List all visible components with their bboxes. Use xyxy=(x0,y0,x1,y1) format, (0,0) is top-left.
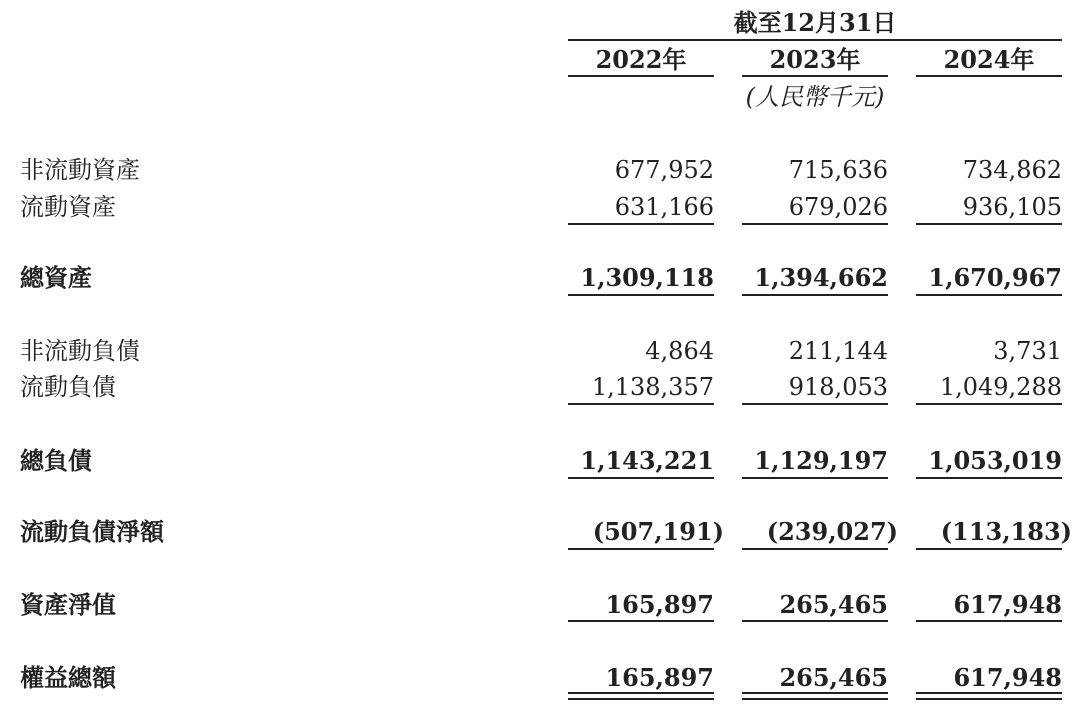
value-cell: 1,053,019 xyxy=(928,446,1062,475)
double-rule xyxy=(568,692,714,700)
value-cell: 631,166 xyxy=(614,193,714,221)
total-rule xyxy=(568,477,714,479)
value-cell: 265,465 xyxy=(779,590,888,619)
subtotal-rule xyxy=(916,223,1062,225)
double-rule xyxy=(916,692,1062,700)
row-label-net-current-liabilities: 流動負債淨額 xyxy=(20,517,164,546)
value-cell: 165,897 xyxy=(605,663,714,692)
year-rule-2024 xyxy=(916,75,1062,77)
row-label-total-liabilities: 總負債 xyxy=(20,446,92,475)
total-rule xyxy=(742,477,888,479)
row-label-non-current-assets: 非流動資產 xyxy=(20,156,140,184)
row-label-total-equity: 權益總額 xyxy=(20,663,116,692)
total-rule xyxy=(916,477,1062,479)
value-cell: 1,138,357 xyxy=(591,373,714,401)
value-cell: 165,897 xyxy=(605,590,714,619)
period-heading: 截至12月31日 xyxy=(733,8,897,37)
period-rule xyxy=(568,39,1062,41)
value-cell: 734,862 xyxy=(962,156,1062,184)
row-label-non-current-liabilities: 非流動負債 xyxy=(20,337,140,365)
value-cell: 1,670,967 xyxy=(928,263,1062,292)
value-cell: 1,143,221 xyxy=(580,446,714,475)
total-rule xyxy=(742,548,888,550)
subtotal-rule xyxy=(568,223,714,225)
subtotal-rule xyxy=(568,403,714,405)
total-rule xyxy=(742,294,888,296)
value-cell: 1,049,288 xyxy=(939,373,1062,401)
year-rule-2023 xyxy=(742,75,888,77)
row-label-total-assets: 總資產 xyxy=(20,263,92,292)
year-rule-2022 xyxy=(568,75,714,77)
value-cell: 617,948 xyxy=(953,590,1062,619)
value-cell: 4,864 xyxy=(645,337,714,365)
row-label-net-assets: 資產淨值 xyxy=(20,590,116,619)
double-rule xyxy=(742,692,888,700)
total-rule xyxy=(916,294,1062,296)
value-cell: 715,636 xyxy=(788,156,888,184)
value-cell: 918,053 xyxy=(788,373,888,401)
subtotal-rule xyxy=(916,403,1062,405)
value-cell: 3,731 xyxy=(993,337,1062,365)
value-cell: 1,309,118 xyxy=(580,263,714,292)
year-header-2022: 2022年 xyxy=(595,45,687,74)
value-cell: 211,144 xyxy=(788,337,888,365)
value-cell: 1,129,197 xyxy=(754,446,888,475)
value-cell: (113,183) xyxy=(940,517,1072,546)
subtotal-rule xyxy=(742,223,888,225)
value-cell: 936,105 xyxy=(962,193,1062,221)
total-rule xyxy=(568,548,714,550)
value-cell: 679,026 xyxy=(788,193,888,221)
subtotal-rule xyxy=(742,403,888,405)
value-cell: (239,027) xyxy=(766,517,898,546)
value-cell: 265,465 xyxy=(779,663,888,692)
total-rule xyxy=(742,620,888,622)
total-rule xyxy=(568,620,714,622)
row-label-current-assets: 流動資產 xyxy=(20,193,116,221)
value-cell: 617,948 xyxy=(953,663,1062,692)
value-cell: 677,952 xyxy=(614,156,714,184)
total-rule xyxy=(568,294,714,296)
total-rule xyxy=(916,548,1062,550)
year-header-2023: 2023年 xyxy=(769,45,861,74)
total-rule xyxy=(916,620,1062,622)
value-cell: 1,394,662 xyxy=(754,263,888,292)
value-cell: (507,191) xyxy=(592,517,724,546)
row-label-current-liabilities: 流動負債 xyxy=(20,373,116,401)
year-header-2024: 2024年 xyxy=(943,45,1035,74)
currency-unit: (人民幣千元) xyxy=(745,83,885,111)
